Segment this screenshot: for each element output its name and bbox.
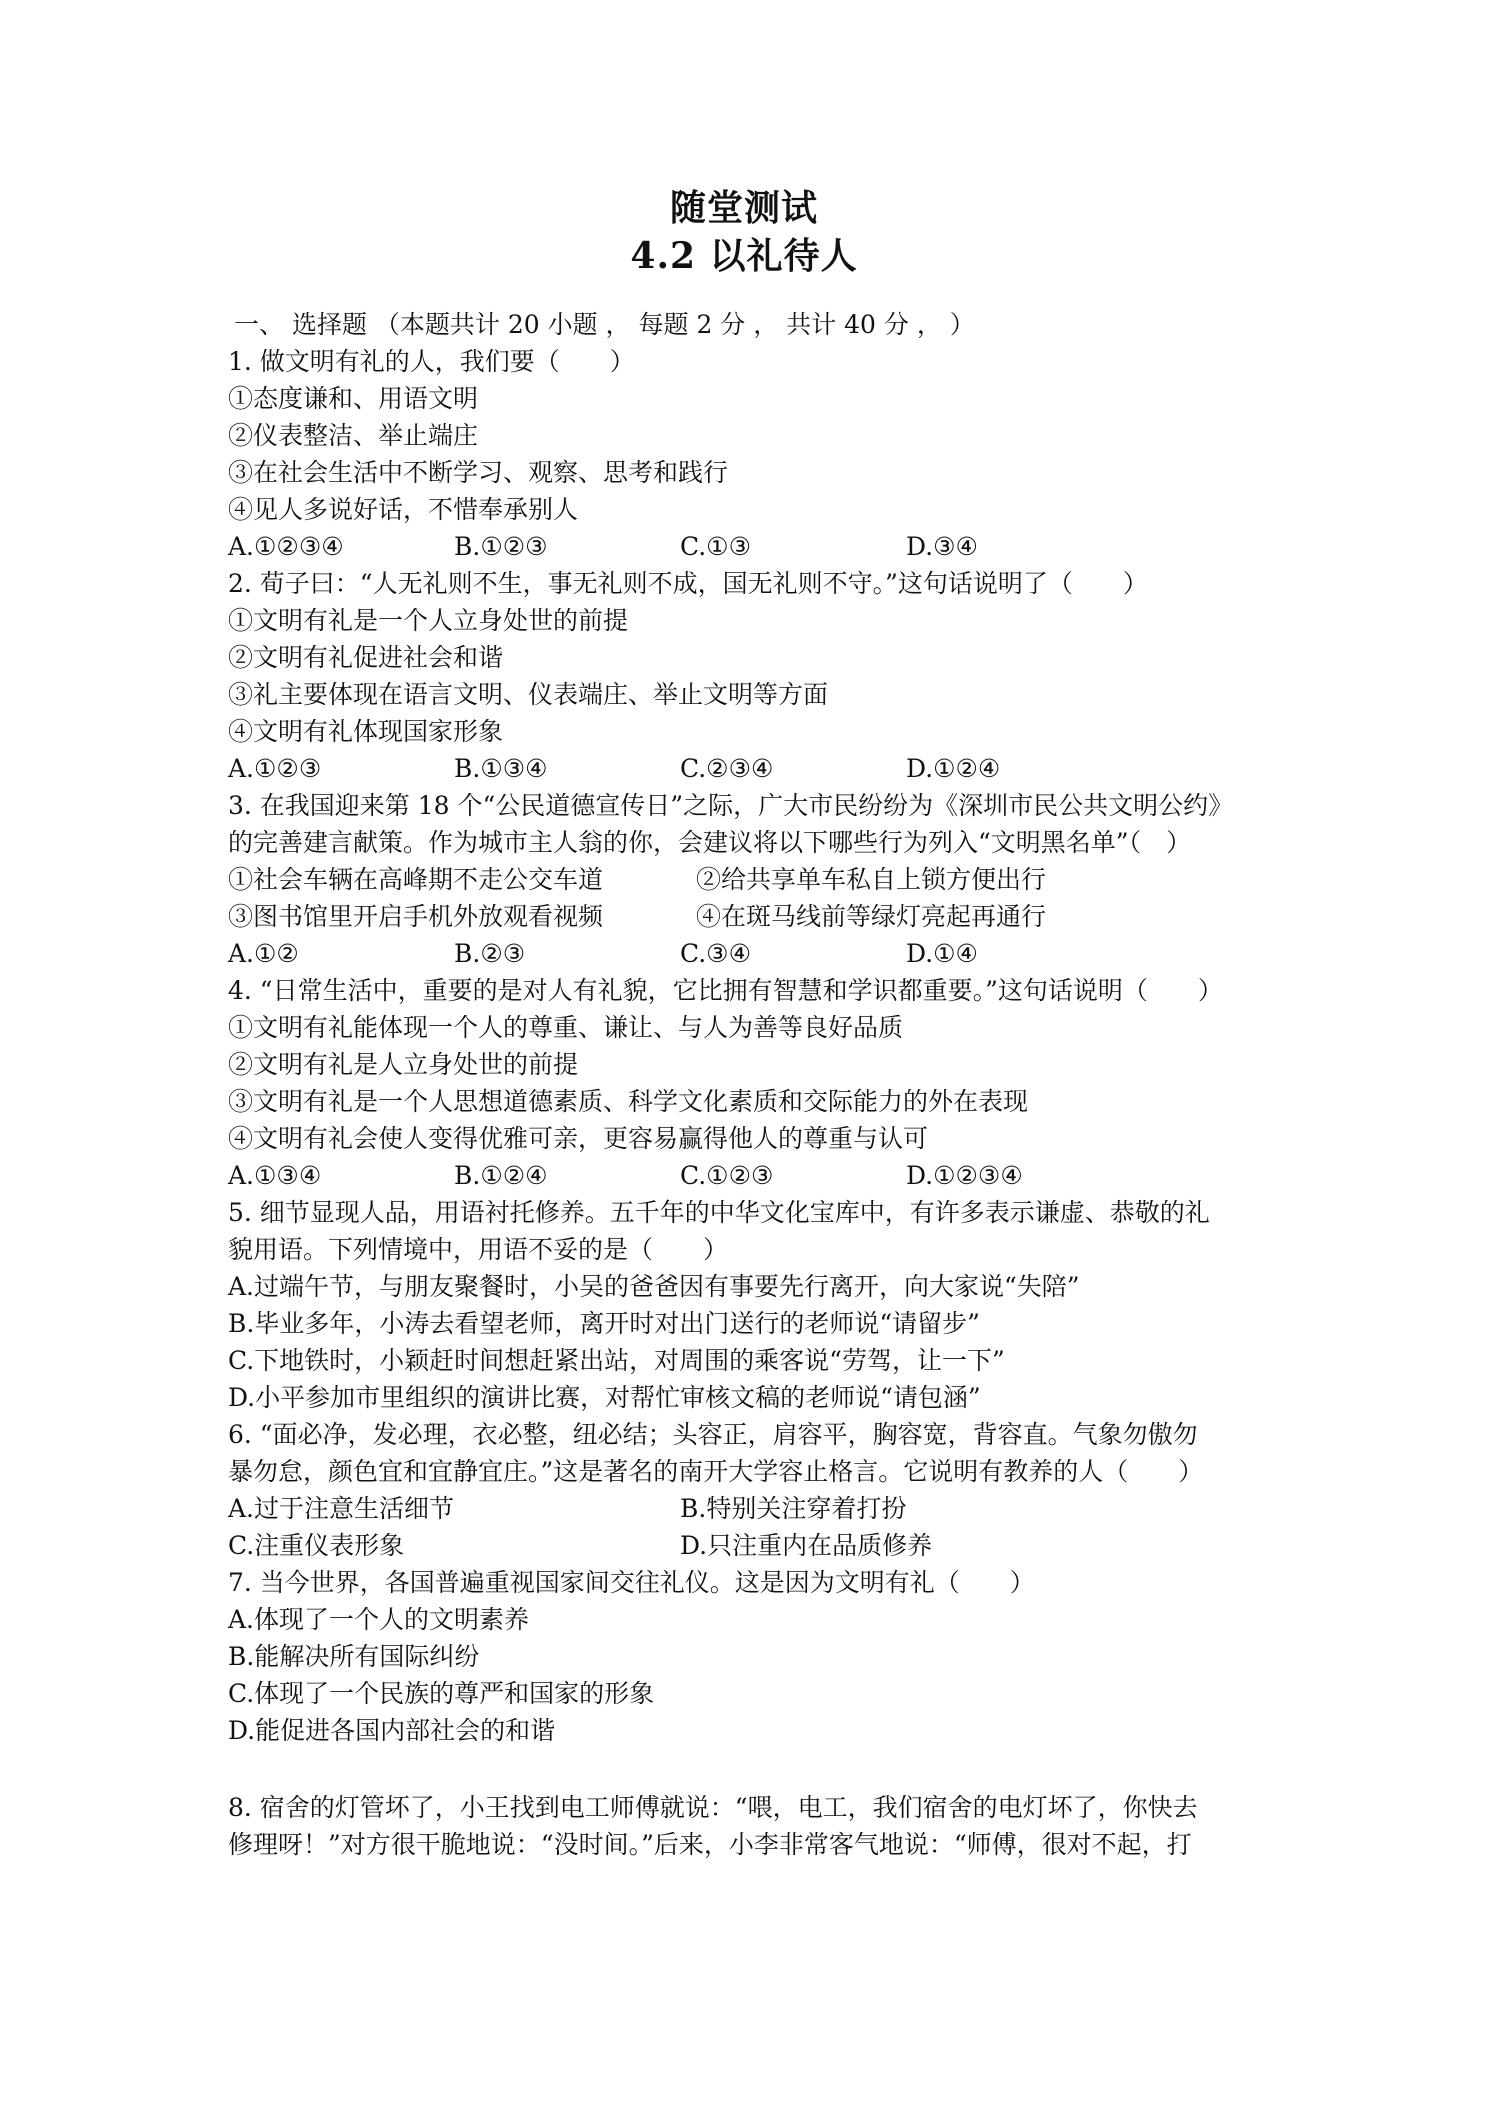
option-a: A.体现了一个人的文明素养: [228, 1605, 530, 1634]
statement: ④文明有礼体现国家形象: [228, 717, 504, 746]
option-c: C.体现了一个民族的尊严和国家的形象: [228, 1679, 655, 1708]
statement: ④见人多说好话，不惜奉承别人: [228, 495, 579, 524]
option-d: D.①②③④: [906, 1161, 1023, 1190]
option-b: B.①③④: [454, 754, 548, 783]
question-content: [228, 306, 1288, 1863]
option-a: A.过于注意生活细节: [228, 1494, 455, 1523]
statement: ③礼主要体现在语言文明、仪表端庄、举止文明等方面: [228, 680, 829, 709]
statement: ②文明有礼促进社会和谐: [228, 643, 504, 672]
statement: ②给共享单车私自上锁方便出行: [696, 865, 1047, 894]
option-d: D.只注重内在品质修养: [680, 1531, 933, 1560]
question-stem-line: 8. 宿舍的灯管坏了，小王找到电工师傅就说：“喂，电工，我们宿舍的电灯坏了，你快去: [228, 1793, 1198, 1822]
answer-options: [228, 1157, 1288, 1194]
statement: ④文明有礼会使人变得优雅可亲，更容易赢得他人的尊重与认可: [228, 1124, 929, 1153]
statement: ①态度谦和、用语文明: [228, 384, 479, 413]
question-stem: 2. 荀子曰：“人无礼则不生，事无礼则不成，国无礼则不守。”这句话说明了（ ）: [228, 569, 1148, 598]
statement: ①社会车辆在高峰期不走公交车道: [228, 865, 604, 894]
question-stem: 7. 当今世界，各国普遍重视国家间交往礼仪。这是因为文明有礼（ ）: [228, 1568, 1035, 1597]
option-d: D.③④: [906, 532, 978, 561]
statement: ②仪表整洁、举止端庄: [228, 421, 479, 450]
option-b: B.特别关注穿着打扮: [680, 1494, 907, 1523]
option-c: C.③④: [680, 939, 752, 968]
answer-options: [228, 935, 1288, 972]
option-b: B.②③: [454, 939, 526, 968]
option-b: B.①②④: [454, 1161, 548, 1190]
question-stem-line: 3. 在我国迎来第 18 个“公民道德宣传日”之际，广大市民纷纷为《深圳市民公共文明公约》: [228, 791, 1234, 820]
answer-options: [228, 528, 1288, 565]
statement: ①文明有礼是一个人立身处世的前提: [228, 606, 629, 635]
option-a: A.①②: [228, 939, 299, 968]
option-c: C.②③④: [680, 754, 774, 783]
option-a: A.①③④: [228, 1161, 322, 1190]
statement-pair: [228, 898, 1288, 935]
question-stem: 1. 做文明有礼的人，我们要（ ）: [228, 347, 635, 376]
question-stem-line: 的完善建言献策。作为城市主人翁的你，会建议将以下哪些行为列入“文明黑名单”（ ）: [228, 828, 1192, 857]
question-stem-line: 6. “面必净，发必理，衣必整，纽必结；头容正，肩容平，胸容宽，背容直。气象勿傲勿: [228, 1420, 1198, 1449]
statement: ③在社会生活中不断学习、观察、思考和践行: [228, 458, 729, 487]
option-b: B.能解决所有国际纠纷: [228, 1642, 480, 1671]
question-stem-line: 貌用语。下列情境中，用语不妥的是（ ）: [228, 1235, 729, 1264]
question-stem: 4. “日常生活中，重要的是对人有礼貌，它比拥有智慧和学识都重要。”这句话说明（ ）: [228, 976, 1223, 1005]
page-subtitle: 4.2 以礼待人: [630, 235, 858, 277]
statement: ④在斑马线前等绿灯亮起再通行: [696, 902, 1047, 931]
answer-options: [228, 1527, 1288, 1564]
answer-options: [228, 750, 1288, 787]
option-a: A.过端午节，与朋友聚餐时，小吴的爸爸因有事要先行离开，向大家说“失陪”: [228, 1272, 1080, 1301]
option-c: C.①②③: [680, 1161, 774, 1190]
option-a: A.①②③: [228, 754, 322, 783]
option-d: D.小平参加市里组织的演讲比赛，对帮忙审核文稿的老师说“请包涵”: [228, 1383, 981, 1412]
option-c: C.①③: [680, 532, 752, 561]
section-heading: 一、 选择题 （本题共计 20 小题 ， 每题 2 分 ， 共计 40 分 ， ）: [234, 310, 975, 339]
option-d: D.能促进各国内部社会的和谐: [228, 1716, 556, 1745]
question-stem-line: 5. 细节显现人品，用语衬托修养。五千年的中华文化宝库中，有许多表示谦虚、恭敬的礼: [228, 1198, 1210, 1227]
statement: ③文明有礼是一个人思想道德素质、科学文化素质和交际能力的外在表现: [228, 1087, 1029, 1116]
page-title: 随堂测试: [669, 187, 818, 229]
option-b: B.毕业多年，小涛去看望老师，离开时对出门送行的老师说“请留步”: [228, 1309, 980, 1338]
option-c: C.注重仪表形象: [228, 1531, 405, 1560]
option-d: D.①②④: [906, 754, 1001, 783]
option-c: C.下地铁时，小颖赶时间想赶紧出站，对周围的乘客说“劳驾，让一下”: [228, 1346, 1005, 1375]
question-stem-line: 暴勿怠，颜色宜和宜静宜庄。”这是著名的南开大学容止格言。它说明有教养的人（ ）: [228, 1457, 1204, 1486]
statement: ①文明有礼能体现一个人的尊重、谦让、与人为善等良好品质: [228, 1013, 904, 1042]
option-b: B.①②③: [454, 532, 548, 561]
question-stem-line: 修理呀！”对方很干脆地说：“没时间。”后来，小李非常客气地说：“师傅，很对不起，打: [228, 1830, 1192, 1859]
option-d: D.①④: [906, 939, 978, 968]
spacer: [228, 1749, 1288, 1789]
answer-options: [228, 1490, 1288, 1527]
statement-pair: [228, 861, 1288, 898]
statement: ③图书馆里开启手机外放观看视频: [228, 902, 604, 931]
option-a: A.①②③④: [228, 532, 344, 561]
statement: ②文明有礼是人立身处世的前提: [228, 1050, 579, 1079]
